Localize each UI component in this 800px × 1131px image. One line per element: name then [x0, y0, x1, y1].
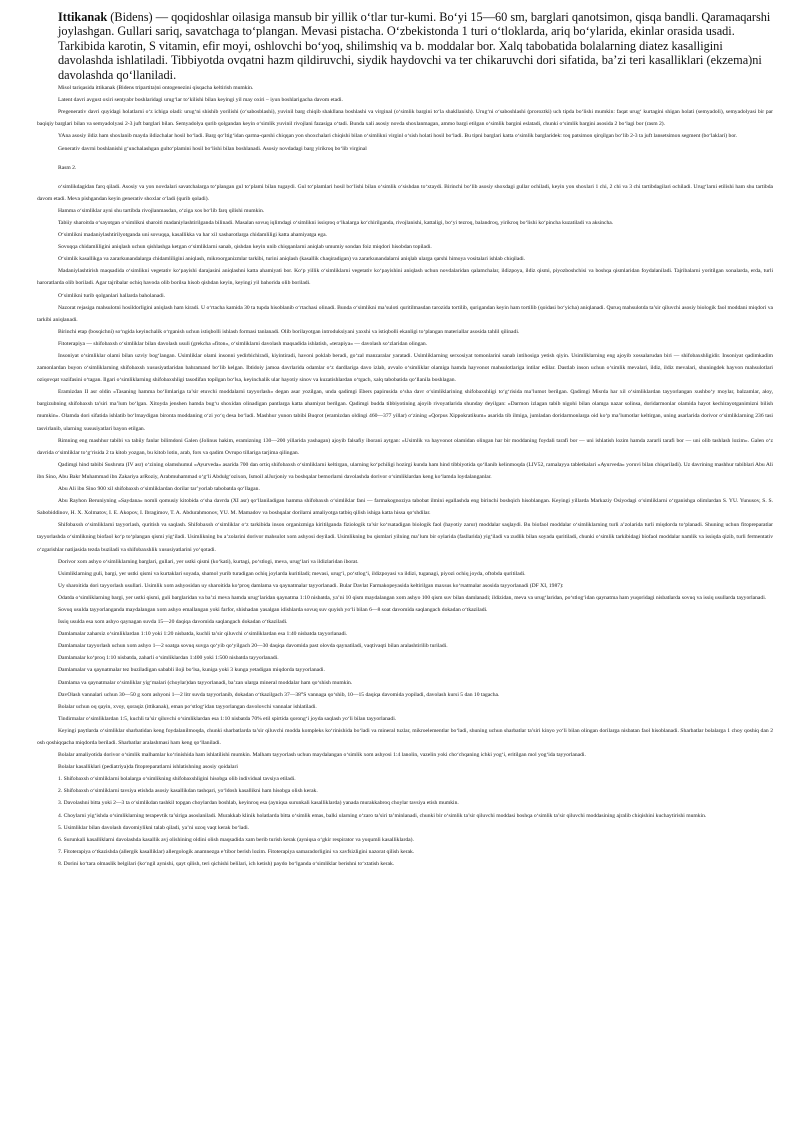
body-paragraph: Keyingi paytlarda o‘simliklar sharbatidan keng foydalanilmoqda, chunki sharbatlarda ta’sir qiluvchi modda kompleks ko‘rinishida bo‘ladi va mineral tuzlar, mikroelementlar bo‘ladi, shuning uchun sharbatlar ta’siri kinyo yo‘li bilan olingan dorilarga nisbatan faol hisoblanadi. Sharbatlar bolalarga 1 choy qoshiq dan 2 osh qoshiqqacha miqdorda beriladi. Sharbatlar aralashmasi ham keng qo‘llaniladi.: [37, 727, 773, 746]
body-paragraph: O‘simlikni madaniylashtirilyotganda uni sovuqqa, kasallikka va har xil xasharotlarga chidamliligi katta ahamiyatga ega.: [58, 232, 327, 239]
body-paragraph: Dorivor xom ashyo o‘simliklarning barglari, gullari, yer ustki qismi (ko‘kati), kurtagi, po‘stlogi, meva, urug‘lari va ildizlaridan iborat.: [58, 558, 359, 565]
body-paragraph: Bolalar amaliyotida dorivor o‘simlik malhamlar ko‘rinishida ham ishlatilishi mumkin. Malham tayyorlash uchun maydalangan o‘simlik xom ashyosi 1:4 lanolin, vazelin yoki cho‘chqaning ichki yog‘i, eritilgan mol yog‘ida tayyorlanadi.: [58, 752, 586, 759]
body-paragraph: Qadimgi hind tabibi Sushruta (IV asr) o‘zining olamshumul «Ayurveda» asarida 700 dan ortiq shifobaxsh o‘simliklarni keltirgan, ularning ko‘pchiligi hozirgi kunda ham hind tibbiyotida qo‘llanib kelinmoqda (LIV52, ramalayya tabletkalari «Ayurveda» yoruvi bilan chiqariladi). Uz davrining mashhur tabiblari Abu Ali ibn Sino, Abu Bakr Muhammad ibn Zakariya arRoziy, Arabmuhammad o‘g‘li Abdulg‘ozixon, Ismoil alJurjoniy va boshqalar bemorlarni davolashda dorivor o‘simliklardan keng ko‘lamda loydalanganlar.: [37, 461, 773, 480]
body-paragraph: 1. Shifobaxsh o‘simliklarni bolalarga o‘simlikning shifobaxshligini hisobga olib individual tavsiya etiladi.: [58, 776, 296, 783]
body-paragraph: Madaniylashtirish maqsadida o‘simlikni vegetativ ko‘payishi darajasini aniqlashni katta ahamiyati bor. Ko‘p yillik o‘simliklarni vegetativ ko‘payishini aniqlash uchun novdalaridan qalamchalar, ildizpoya, ildiz qismi, piyozboshchisi va boshqa qismlaridan foydalaniladi. Tajribalarni yoritilgan xonalarda, erda, turli haroratlarda olib boriladi. Agar tajribalar ochiq havoda olib borilsa hisob qishdan keyin, keyingi yil bahorida olib boriladi.: [37, 268, 773, 287]
body-paragraph: Uy sharoitida dori tayyorlash usullari. Usimlik xom ashyosidan uy sharoitida ko‘proq damlama va qaynatmalar tayyorlanadi. Bular Davlat Farmakopeyasida keltirilgan maxsus ko‘rsatmalar asosida tayyorlanadi (DF XI, 1987):: [58, 582, 564, 589]
body-paragraph: 5. Usimliklar bilan davolash davomiylikni talab qiladi, ya’ni uzoq vaqt kerak bo‘ladi.: [58, 824, 250, 831]
body-paragraph: Misol tariqasida ittikanak (Bidens tripartita)ni ontogenezini qisqacha keltirish mumkin.: [58, 85, 254, 92]
body-paragraph: Sovuq usulda tayyorlanganda maydalangan xom ashyo emallangan yoki farfor, shishadan yasalgan idishlarda sovuq suv quyish yo‘li bilan 6—8 soat davomida saqlangach dokadan o‘tkaziladi.: [58, 606, 488, 613]
article-body: [0, 82, 800, 870]
body-paragraph: Latent davri avgust oxiri sentyabr boshlaridagi urug‘lar to‘kilishi bilan keyingi yil may oxiri – iyun boshlarigacha davom etadi.: [58, 97, 343, 104]
body-paragraph: O‘simlikni turib qolganlari hallarda baholanadi.: [58, 292, 166, 299]
body-paragraph: Damlamalar ko‘proq 1:10 nisbatda, zaharli o‘simliklardan 1:400 yoki 1:500 nisbatda tayyorlanadi.: [58, 655, 279, 662]
body-paragraph: o‘simlikdagidan farq qiladi. Asosiy va yon novdalari savatchalarga to‘plangan gul to‘plami bilan tugaydi. Gul to‘plamlari hosil bo‘lishi bilan o‘simlik o‘sishdan to‘xtaydi. Birinchi bo‘lib asosiy shoxdagi gullar ochiladi, keyin yon shoxlari 1 chi, 2 chi va 3 chi tartibdagilari ochiladi. Urug‘larni etilishi ham shu tartibda davom etadi. Meva pishgandan keyin generativ shoxlar o‘ladi (qurib qoladi).: [37, 183, 773, 202]
body-paragraph: 7. Fitoterapiya o‘tkazishda (allergik kasalliklar) allergologik anamnezga e’tibor berish lozim. Fitoterapiya samaradorligini va xavfsizligini nazorat qilish kerak.: [58, 848, 415, 855]
body-paragraph: DavOlash vannalari uchun 30—50 g xom ashyoni 1—2 litr suvda tayyorlanib, dokadan o‘tkazilgach 37—38°S vannaga qo‘shib, 10—15 daqiqa davomida yopiladi, davolash kursi 5 dan 10 tagacha.: [58, 691, 500, 698]
body-paragraph: 6. Surunkali kasalliklarni davolashda kasallik avj olishining oldini olish maqsadida xam berib turish kerak (ayniqsa o‘gkir respirator va yuqumli kasalliklarda).: [58, 836, 414, 843]
body-paragraph: Tindirmalar o‘simliklardan 1:5, kuchli ta’sir qiluvchi o‘simliklardan esa 1:10 nisbatda 70% etil spirtida qorong‘i joyda saqlash yo‘li bilan tayyorlanadi.: [58, 715, 397, 722]
body-paragraph: Generativ davrni boshlanishi g‘unchalashgan gulto‘plamini hosil bo‘lishi bilan boshlanadi. Asosiy novdadagi barg yirikroq bo‘lib virginal: [58, 145, 367, 152]
body-paragraph: Abu Ali ibn Sino 900 xil shifobaxsh o‘simliklardan dorilar tar’yorlab tabobatda qo‘llagan.: [58, 486, 260, 493]
body-paragraph: Odatda o‘simliklarning bargi, yer ustki qismi, guli barglaridan va ba’zi meva hamda urug‘laridan qaynatma 1:10 nisbatda, ya’ni 10 qism maydalangan xom ashyo 100 qism suv bilan damlanadi; ildizidan, meva va urug‘laridan, po‘stlog‘idan qaynatma ham yuqoridagi nisbatlarda sovuq va issiq usullarda tayyorlanadi.: [58, 594, 767, 601]
body-paragraph: YAna asosiy ildiz ham shoxlanib mayda ildizchalar hosil bo‘ladi. Barg qo‘ltig‘idan qarma-qarshi chiqqan yon shoxchalari chiqishi bilan o‘simlikni virginl o‘sish holati hosil bo‘ladi. Bu tipni barglari katta o‘simlik barglaridek: toq patsimon qirqilgan bo‘lib 2-3 ta juft lansetsimon segment (bo‘laklari) bor.: [58, 133, 738, 140]
article-term: Ittikanak: [58, 10, 108, 24]
body-paragraph: Rasm 2.: [58, 164, 77, 171]
body-paragraph: Birinchi etap (bosqichni) so‘ngida keyinchalik o‘rganish uchun istiqbolli ishlash formasi tanlanadi. Olib borilayotgan introduksiyani yaxshi va istiqbolli ekanligi to‘plangan materiallar asosida tahlil qilinadi.: [58, 328, 520, 335]
body-paragraph: 3. Davolashni bitta yoki 2—3 ta o‘simlikdan tashkil topgan choylardan boshlab, keyinroq esa (ayniqsa surunkali kasalliklarda) yanada murakkabroq choylar tavsiya etish mumkin.: [58, 800, 459, 807]
body-paragraph: Bolalar uchun oq qayin, xvoy, qoraqiz (ittikanak), eman po‘stlog‘idan tayyorlangan davolovchi vannalar ishlatiladi.: [58, 703, 317, 710]
body-paragraph: 2. Shifobaxsh o‘simliklarni tavsiya etishda asosiy kasallikdan tashqari, yo‘ldosh kasallikni ham hisobga olish kerak.: [58, 788, 318, 795]
body-paragraph: Bolalar kasalliklari (pediatriya)da fitopreparatlarni ishlatishning asosiy qoidalari: [58, 764, 238, 771]
body-paragraph: Usimliklarning guli, bargi, yer ustki qismi va kurtaklari soyada, shamol yurib turadigan ochiq joylarda kuritiladi; mevasi, urug‘i, po‘stlog‘i, ildizpoyasi va ildizi, tuganagi, piyozi ochiq joyda, oftobda quritiladi.: [58, 570, 526, 577]
body-paragraph: 8. Dorini ko‘tara olmaslik belgilari (ko‘ngil aynishi, qayt qilish, teri qichishi belilari, ich ketish) paydo bo‘lganda o‘simliklar berishni to‘xtatish kerak.: [58, 860, 395, 867]
body-paragraph: 4. Choylarni yig‘ishda o‘simliklarning terapevtik ta’siriga asoslaniladi. Murakkab klinik holatlarda bitta o‘simlik emas, balki ularning o‘zaro ta’siri ta’minlanadi, chunki bir o‘simlik ta’sir qiluvchi moddasi boshqa o‘simlik ta’sir qiluvchi moddasining ajralib chiqishini kuchaytirishi mumkin.: [58, 812, 707, 819]
article-lead: [58, 10, 772, 82]
body-paragraph: Rimning eng mashhur tabibi va tabiiy fanlar bilimdoni Galen (Jolinus hakim, eramizning 130—200 yillarida yashagan) ajoyib falsafiy iborani aytgan: «Usimlik va hayvonot olamidan olingan har bir moddaning foydali tarafi bor — uni ishlatish lozim hamda zararli tarafi bor — uni olib tashlash lozim». Galen o‘z davrida o‘simliklar to‘g‘risida 2 ta kitob yozgan, bu kitob lotin, arab, fors va qadim Ovrupo tillariga tarjima qilingan.: [37, 437, 773, 456]
article-lead-text: (Bidens) — qoqidoshlar oilasiga mansub bir yillik o‘tlar tur-kumi. Bo‘yi 15—60 sm, barglari qanotsimon, qisqa bandli. Qaramaqarshi joylashgan. Gullari sariq, savatchaga to‘plangan. Mevasi pistacha. O‘zbekistonda 1 turi o‘tloklarda, ariq bo‘ylarida, ekinlar orasida usadi. Tarkibida karotin, S vitamin, efir moyi, oshlovchi bo‘yoq, shilimshiq va b. moddalar bor. Xalq tabobatida bolalarning diatez kasalligini davolashda ishlatiladi. Tibbiyotda ovqatni hazm qildiruvchi, siydik haydovchi va ter chikaruvchi dori sifatida, ba’zi teri kasalliklari (ekzema)ni davolashda qo‘llaniladi.: [58, 10, 771, 82]
body-paragraph: Damlama va qaynatmalar o‘simliklar yig‘malari (choylar)dan tayyorlanadi, ba’zan ularga mineral moddalar ham qo‘shish mumkin.: [58, 679, 353, 686]
body-paragraph: Damlamalar zaharsiz o‘simliklardan 1:10 yoki 1:20 nisbatda, kuchli ta’sir qiluvchi o‘simliklardan esa 1:40 nisbatda tayyorlanadi.: [58, 631, 348, 638]
body-paragraph: Fitoterapiya — shifobaxsh o‘simliklar bilan davolash usuli (grekcha «fiton», o‘simliklarni davolash maqsadida ishlatish, «terapiya» — davolash so‘zlaridan olingan.: [58, 340, 428, 347]
body-paragraph: Shifobaxsh o‘simliklarni tayyorlash, quritish va saqlash. Shifobaxsh o‘simliklar o‘z tarkibida inson organizmiga kiritilganda fiziologik ta’sir ko‘rsatadigan biologik faol (hayotiy zarur) moddalar saqlaydi. Bu biofaol moddalar o‘simliklarning turli a’zolarida turli miqdorda to‘planadi. Shuning uchun fitopreparatlar tayyorlashda o‘simlikning biofaol ko‘p to‘plangan qismi yig‘iladi. Usimlikning bu a’zolarini dorivor mahsulot xom ashyosi deyiladi. Usimlikning bu qismlari yilning ma’lum bir oylarida (fasllarida) yig‘iladi va zudlik bilan soyada quritiladi, chunki o‘simlik tarkibidagi biofaol moddalar namlik va issiqda qizib, turli fermentativ o‘zgarishlar natijasida tezda buziladi va shifobaxshlik xususiyatlarini yo‘qotadi.: [37, 522, 773, 553]
body-paragraph: Abu Rayhon Beruniyning «Saydana» nomli qomusiy kitobida o‘sha davrda (XI asr) qo‘llaniladigan hamma shifobaxsh o‘simliklar fani — farmakognoziya tabobat ilmini egallashda eng birinchi boshqich hisoblangan. Keyingi yillarda Markaziy Osiyodagi o‘simliklarni o‘rganishga olimlardan S. YU. Yunusov, S. S. Sabobiddinov, H. X. Xolmatov, I. E. Akopov, I. Ibragimov, T. A. Abdurahmonov, YU. M. Mamadov va boshqalar dorilarni amaliyotga tatbiq qilish ishiga katta hissa qo‘shdilar.: [37, 498, 773, 517]
body-paragraph: Sovuqqa chidamliligini aniqlash uchun qishlashga ketgan o‘simliklarni sanab, qishdan keyin unib chiqqanlarni aniqlab umumiy sondan foiz miqdori hisobdan topiladi.: [58, 244, 432, 251]
body-paragraph: Hamma o‘simliklar ayni shu tartibda rivojlanmasdan, o‘ziga xos bo‘lib farq qilishi mumkin.: [58, 207, 265, 214]
body-paragraph: Eramizdan II asr oldin «Tasaning hamma bo‘limlariga ta’sir etuvchi moddalarni tayyorlash» degan asar yozilgan, unda qadimgi Ebers papirusida o‘sha davr o‘simliklarining shifobaxshligi to‘g‘risida ma’lumot berilgan. Qadimgi Misrda har xil o‘simliklardan tayyorlangan xushbo‘y moylar, balzamlar, aloy, bargizubning shifobaxsh ta’siri ma’lum bo‘lgan. Xitoyda jenshen hamda bug‘u shoxidan olinadigan pantlarga katta ahamiyat berilgan. Qadimgi budda tibbiyotining ajoyib rivoyatlarida shunday deyilgan: «Darmon izlagan tabib nigohi bilan olamga nazar solinsa, doridarmonlar olamida hayot kechirayotganimizni bilish mumkin». Olamda dori sifatida ishlatib bo‘lmaydigan bironta moddaning o‘zi yo‘q desa bo‘ladi. Mashhur yunon tabibi Buqrot (eramizdan oldingi 460—377 yillar) o‘zining «Qorpus Xippokratikum» asarida tib ilmiga, jumladan doridarmonlarga oid ko‘p ma’lumotlar keltirgan, uning asarlarida dorivor o‘simliklarning 236 tasi tasvirlanib, ularning xususiyatlari bayon etilgan.: [37, 389, 773, 432]
body-paragraph: O‘simlik kasallikga va zararkunandalarga chidamliligini aniqlash, mikroorganizmlar tarkibi, turini aniqlash (kasallik chaqiradigan) va zararkunandalarni aniqlab ularga qarshi himoya vositalari ishlab chiqiladi.: [58, 256, 526, 263]
body-paragraph: Pregenerativ davri quyidagi holatlarni o‘z ichiga oladi: urug‘ni shishib yorilishi (o‘sabosblashi), yuvinil barg chiqib shakllana boshlashi va virginal (o‘simlik bargini to‘la shakllanish). Urug‘ni o‘saboshlashi (proroztki) uch tipda bo‘lishi mumkin: faqat urug‘ kurtagini shigan holati (semyadoli), semyadolyasi bir par baqiqiy barglari bilan va semyadolyasi 2-3 juft barglari bilan. Semyadolya qurib qolgandan keyin o‘simlik yuvinil rivojlani fazasiga o‘tadi. Bunda xali asosiy novda shoxlanmagan, ammo bargi etilgan o‘simlik bargini eslatadi, chunki o‘simlik bargini asosida 2 bo‘lagi bor (rasm 2).: [37, 109, 773, 128]
body-paragraph: Damlamalar va qaynatmalar tez buziladigan sababli iloji bo‘lsa, kuniga yoki 3 kunga yetadigan miqdorda tayyorlanadi.: [58, 667, 325, 674]
body-paragraph: Tabiiy sharoitda o‘sayotgan o‘simlikni sharoiti madaniylashtirilganda bilinadi. Masalan sovuq iqlimdagi o‘simlikni issiqroq o‘lkalarga ko‘chirilganda, rivojlanishi, kattaligi, bo‘yi tezroq, balandroq, yirikroq bo‘lishi ko‘pincha kuzatiladi va aksincha.: [58, 219, 614, 226]
body-paragraph: Insoniyat o‘simliklar olami bilan uzviy bog‘langan. Usimliklar olami insonni yedirbichiradi, kiyintiradi, havoni poklab beradi, go‘zal manzaralar yaratadi. Usimliklarning serxosiyat tomonlarini sanab intihosiga yetish qiyin. Usimliklarning eng ajoyib xossalarudan biri — shifobaxshligidir. Insoniyat qadimkadim zamonlardan buyon o‘simliklarning shifobaxsh xususiyatlaridan bahramand bo‘lib kelgan. Ibtidoiy jamoa davrlarida odamlar o‘z dardlariga davo izlab, avvalo o‘simliklar olamiga hamda hayvonot mahsulotlariga intilar edilar. Dastlab inson uchun o‘simlik mevalari, ildiz, ildiz mevalari, shuningdek hayvon mahsulotlari oziqovqat vazifasini o‘tagan. Ilgari o‘simliklarning shifobaxshligi tasodifan topilgan bo‘lsa, keyinchalik ular hayotiy sinov va kuzatishlardan o‘tgach, xalq tabobatida qo‘llanila boshlagan.: [37, 353, 773, 384]
body-paragraph: Issiq usulda esa xom ashyo qaynagan suvda 15—20 daqiqa davomida saqlangach dokadan o‘tkaziladi.: [58, 619, 288, 626]
body-paragraph: Damlamalar tayyorlash uchun xom ashyo 1—2 soatga sovuq suvga qo‘yib qo‘yilgach 20—30 daqiqa davomida past olovda qaynatiladi, vaqtivaqti bilan aralashtirilib turiladi.: [58, 643, 448, 650]
body-paragraph: Nazorat rejasiga mahsulotni hosildorligini aniqlash ham kiradi. U o‘rtacha kamida 30 ta tupda hisoblanib o‘rtachasi olinadi. Bunda o‘simlikni ma’suloti quritilmasdan tarozida tortilib, qurigandan keyin ham tortilib (qoidasi bo‘yicha) aniqlanadi. Quruq mahsulotda ta’sir qiluvchi asosiy biologik faol moddani miqdori va tarkibi aniqlanadi.: [37, 304, 773, 323]
